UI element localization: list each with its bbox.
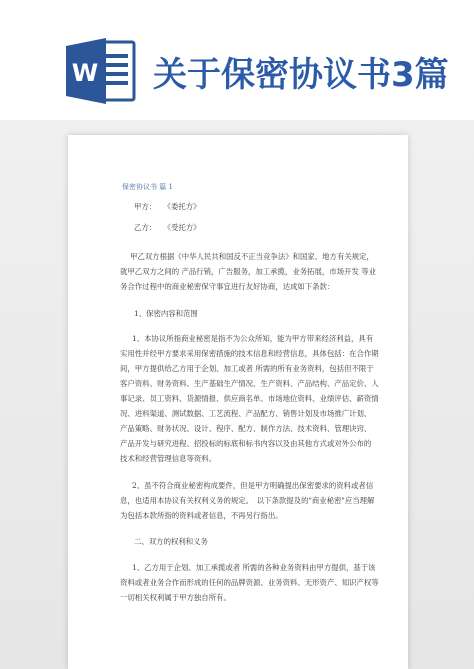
intro-line: 务合作过程中的商业秘密保守事宜进行友好协商，达成如下条款：	[120, 282, 335, 291]
paragraph-line: 息，也适用本协议有关权利义务的规定。 以下条款提及的"商业秘密"应当理解	[120, 496, 375, 505]
paragraph-line: 一切相关权利属于甲方独自所有。	[120, 593, 231, 602]
paragraph-line: 间，甲方提供给乙方用于企划、加工或者 所需的所有业务资料，包括但不限于	[120, 364, 374, 373]
word-document-icon	[64, 36, 138, 106]
paragraph-line: 产品开发与研究进程、招投标的标底和标书内容以及由其他方式或对外公布的	[120, 439, 372, 448]
intro-line: 甲乙双方根据《中华人民共和国反不正当竞争法》和国家、地方有关规定，	[130, 252, 374, 261]
document-heading: 保密协议书 篇 1	[122, 183, 173, 191]
paragraph-line: 况、进料渠道、测试数据、工艺流程、产品配方、销售计划及市场推广计划、	[120, 409, 372, 418]
word-icon-letter: W	[71, 59, 99, 87]
paragraph-line: 技术和经营管理信息等资料。	[120, 454, 217, 463]
paragraph-line: 2、虽不符合商业秘密构成要件，但是甲方明确提出保密要求的资料或者信	[132, 481, 374, 490]
paragraph-line: 客户资料、财务资料、生产基础生产情况、生产资料、产品结构、产品定价、人	[120, 379, 379, 388]
section-1-title: 1、保密内容和范围	[134, 309, 198, 318]
paragraph-line: 实用性并经甲方要求采用保密措施的技术信息和经营信息，具体包括：在合作期	[120, 349, 379, 358]
party-b-line: 乙方： 《受托方》	[134, 223, 201, 232]
document-page	[68, 135, 408, 669]
paragraph-line: 1、乙方用于企划、加工承揽或者 所需的各种业务资料由甲方提供，基于该	[132, 563, 376, 572]
party-a-line: 甲方： 《委托方》	[134, 202, 201, 211]
paragraph-line: 资料或者业务合作而形成的任何的品牌资源、业务资料、无形资产、知识产权等	[120, 578, 379, 587]
paragraph-line: 产品策略、财务状况、设计、程序、配方、制作方法、技术资料、管理诀窍、	[120, 424, 372, 433]
page-title: 关于保密协议书3篇	[153, 55, 449, 95]
section-2-title: 二、双方的权利和义务	[134, 537, 208, 546]
paragraph-line: 1、本协议所指商业秘密是指不为公众所知，能为甲方带来经济利益，具有	[132, 334, 374, 343]
intro-line: 就甲乙双方之间的 产品行销，广告服务，加工承揽，业务拓展，市场开发 等业	[120, 267, 376, 276]
paragraph-line: 为包括本款所指的资料或者信息，不再另行指出。	[120, 511, 283, 520]
header-bar	[0, 0, 474, 120]
paragraph-line: 事记录、员工资料、货源情报、供应商名单、市场地位资料、业绩评估、薪资情	[120, 394, 379, 403]
